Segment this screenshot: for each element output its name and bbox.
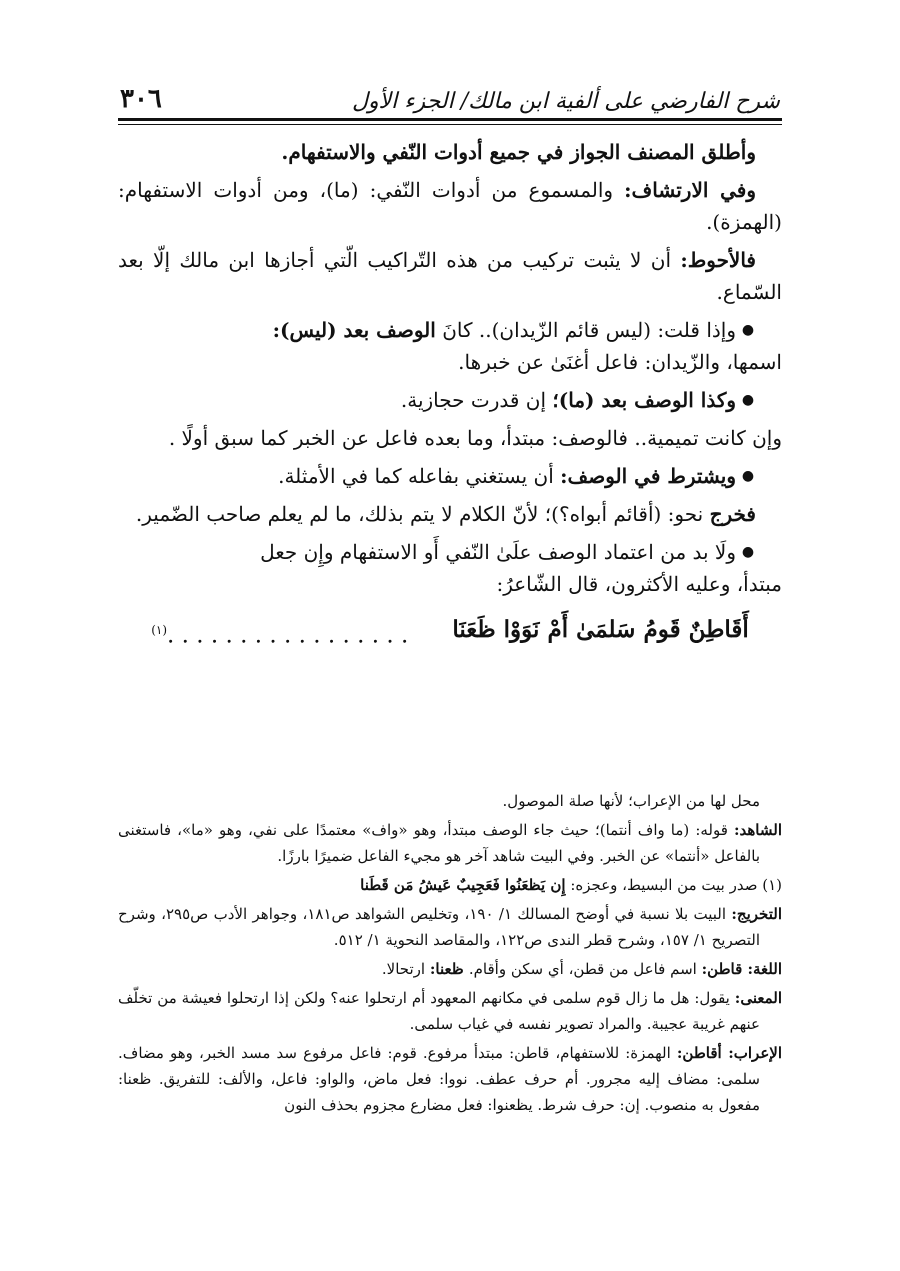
bullet-item-2: [118, 384, 782, 416]
verse-hemistich: أَقَاطِنٌ قَومُ سَلمَىٰ أَمْ نَوَوْا ظَعَنَا: [452, 616, 749, 643]
bullet-item-1: [118, 314, 782, 378]
paragraph-5-lead: فخرج: [709, 502, 756, 526]
footnotes: [118, 788, 782, 1121]
main-text: [118, 136, 782, 652]
footnote-mana: [118, 985, 782, 1037]
page-header: [120, 72, 780, 114]
verse-ellipsis: . . . . . . . . . . . . . . . . .$^{(١)}$: [151, 622, 409, 649]
footnote-mana-lead: المعنى:: [734, 989, 782, 1007]
footnote-takhrij-lead: التخريج:: [731, 905, 782, 923]
running-title: شرح الفارضي على ألفية ابن مالك/ الجزء الأول: [351, 89, 780, 114]
footnote-shahid-lead: الشاهد:: [733, 821, 782, 839]
paragraph-2: [118, 174, 782, 238]
bullet-dot-icon: ●: [741, 392, 755, 408]
bullet-dot-icon: ●: [741, 468, 755, 484]
footnote-irab-text: الهمزة: للاستفهام، قاطن: مبتدأ مرفوع. قوم: فاعل مرفوع سد مسد الخبر، وهو مضاف. سلمى: مضاف إليه مجرور. أم حرف عطف. نووا: فعل ماض، والواو: فاعل، والألف: للتفريق. ظعنا: مفعول به منصوب. إن: حرف شرط. يظعنوا: فعل مضارع مجزوم بحذف النون: [118, 1044, 760, 1114]
bullet-dot-icon: ●: [741, 544, 755, 560]
bullet-4-line-1: ولَا بد من اعتماد الوصف علَىٰ النّفي أَو الاستفهام وإِن جعل: [260, 540, 736, 564]
header-rule-thin: [118, 124, 782, 125]
footnote-takhrij-text: البيت بلا نسبة في أوضح المسالك ١/ ١٩٠، وتخليص الشواهد ص١٨١، وجواهر الأدب ص٢٩٥، وشرح التصريح ١/ ١٥٧، وشرح قطر الندى ص١٢٢، والمقاصد النحوية ١/ ٥١٢.: [118, 905, 760, 949]
bullet-2-text: إن قدرت حجازية.: [400, 388, 553, 412]
paragraph-3-lead: فالأحوط:: [680, 248, 756, 272]
page-number: ٣٠٦: [120, 84, 162, 114]
bullet-item-3: [118, 460, 782, 492]
footnote-carryover: محل لها من الإعراب؛ لأنها صلة الموصول.: [502, 792, 760, 810]
paragraph-1-text: وأطلق المصنف الجواز في جميع أدوات النّفي والاستفهام.: [281, 140, 756, 164]
paragraph-3: [118, 244, 782, 308]
paragraph-5-text: نحو: (أقائم أبواه؟)؛ لأنّ الكلام لا يتم بذلك، ما لم يعلم صاحب الضّمير.: [135, 502, 710, 526]
footnote-shahid-text: قوله: (ما واف أنتما)؛ حيث جاء الوصف مبتدأ، وهو «واف» معتمدًا على نفي، وهو «ما»، فاستغنى بالفاعل «أنتما» عن الخبر. وفي البيت شاهد آخر هو مجيء الفاعل ضميرًا بارزًا.: [118, 821, 760, 865]
footnote-lugha-lead: اللغة:: [747, 960, 782, 978]
footnote-1-verse: إِن يَظعَنُوا فَعَجِيبٌ عَيشُ مَن قَطَنا: [360, 876, 566, 894]
bullet-1-pre: وإذا قلت: (ليس قائم الزّيدان).. كانَ: [435, 318, 736, 342]
bullet-dot-icon: ●: [741, 322, 755, 338]
bullet-4-line-2: مبتدأ، وعليه الأكثرون، قال الشّاعرُ:: [496, 572, 782, 596]
poetry-verse: [118, 614, 782, 652]
bullet-1-bold: الوصف بعد (ليس):: [272, 318, 436, 342]
paragraph-3-text: أن لا يثبت تركيب من هذه التّراكيب الّتي أجازها ابن مالك إلّا بعد السّماع.: [118, 248, 782, 304]
paragraph-2-text: والمسموع من أدوات النّفي: (ما)، ومن أدوات الاستفهام: (الهمزة).: [118, 178, 782, 234]
footnote-irab-lead: الإعراب:: [728, 1044, 782, 1062]
footnote-1: [118, 872, 782, 898]
paragraph-1: [118, 136, 782, 168]
bullet-2-bold: وكذا الوصف بعد (ما)؛: [552, 388, 736, 412]
footnote-shahid: [118, 817, 782, 869]
header-rule-thick: [118, 118, 782, 121]
footnote-takhrij: [118, 901, 782, 953]
footnote-irab: الإعراب: أقاطن: الهمزة: للاستفهام، قاطن: مبتدأ مرفوع. قوم: فاعل مرفوع سد مسد الخبر، وهو مضاف. سلمى: مضاف إليه مجرور. أم حرف عطف. نووا: فعل ماض، والواو: فاعل، والألف: للتفريق. ظعنا: مفعول به منصوب. إن: حرف شرط. يظعنوا: فعل مضارع مجزوم بحذف النون: [118, 1044, 782, 1114]
bullet-3-text: أن يستغني بفاعله كما في الأمثلة.: [278, 464, 561, 488]
footnote-ref: (١): [151, 623, 168, 637]
footnote-mana-text: يقول: هل ما زال قوم سلمى في مكانهم المعهود أم ارتحلوا عنه؟ ولكن إذا ارتحلوا فعيشة من تخلّف عنهم غريبة عجيبة. والمراد تصوير نفسه في غياب سلمى.: [118, 989, 760, 1033]
footnote-1-text: (١) صدر بيت من البسيط، وعجزه:: [565, 876, 782, 894]
bullet-3-bold: ويشترط في الوصف:: [560, 464, 736, 488]
paragraph-2-lead: وفي الارتشاف:: [624, 178, 756, 202]
paragraph-4: وإن كانت تميمية.. فالوصف: مبتدأ، وما بعده فاعل عن الخبر كما سبق أولًا .: [168, 426, 782, 450]
footnote-lugha: اللغة: قاطن: اسم فاعل من قطن، أي سكن وأقام. ظعنا: ارتحالا.: [381, 960, 782, 978]
bullet-1-continuation: اسمها، والزّيدان: فاعل أغنَىٰ عن خبرها.: [458, 350, 782, 374]
bullet-item-4: [118, 536, 782, 600]
paragraph-5: [118, 498, 782, 530]
